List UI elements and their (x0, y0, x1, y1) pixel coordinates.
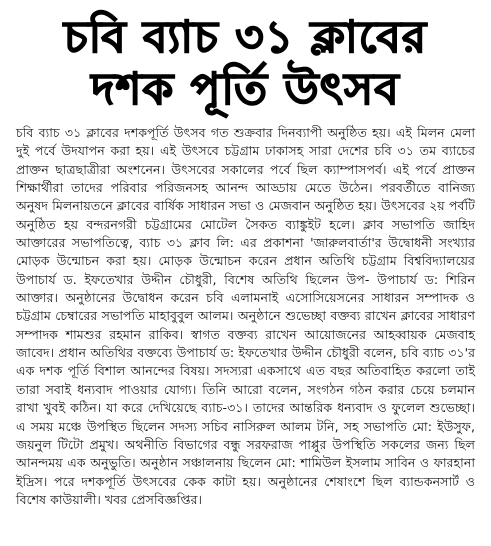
article-body: চবি ব্যাচ ৩১ ক্লাবের দশকপূর্তি উৎসব গত শুক্রবার দিনব্যাপী অনুষ্ঠিত হয়। এই মিলন মেলা দুই পর্বে উদযাপন করা হয়। এই উৎসবে চট্টগ্রাম ঢাকাসহ সারা দেশের চবি ৩১ তম ব্যাচের প্রাক্তন ছাত্রছাত্রীরা অংশনেন। উৎসবের সকালের পর্বে ছিল ক্যাম্পাসপর্ব। এই পর্বে প্রাক্তন শিক্ষার্থীরা তাদের পরিবার পরিজনসহ আনন্দ আড্ডায় মেতে উঠেন। পরবর্তীতে বানিজ্য অনুষদ মিলনায়তনে ক্লাবের বার্ষিক সাধারন সভা ও মেজবান অনুষ্ঠিত হয়। উৎসবের ২য় পর্বটি অনুষ্ঠিত হয় বন্দরনগরী চট্টগ্রামের মোটেল সৈকত ব্যাঙ্কুইট হলে। ক্লাব সভাপতি জাহিদ আক্তারের সভাপতিত্বে, ব্যাচ ৩১ ক্লাব লি: এর প্রকাশনা 'জারুলবার্তা'র উদ্বোধনী সংখ্যার মোড়ক উন্মোচন করা হয়। মোড়ক উন্মোচন করেন প্রধান অতিথি চট্টগ্রাম বিশ্ববিদ্যালয়ের উপাচার্য ড. ইফতেখার উদ্দীন চৌধুরী, বিশেষ অতিথি ছিলেন উপ- উপাচার্য ড: শিরিন আক্তার। অনুষ্ঠানের উদ্বোধন করেন চবি এলামনাই এসোসিয়েসনের সাধারন সম্পাদক ও চট্টগ্রাম চেম্বারের সভাপতি মাহাবুবুল আলম। অনুষ্ঠানে শুভেচ্ছা বক্তব্য রাখেন ক্লাবের সাধারণ সম্পাদক শামশুর রহমান রাকিব। স্বাগত বক্তব্য রাখেন আয়োজনের আহব্বায়ক মেজবাহ জাবেদ। প্রধান অতিথির বক্তব্যে উপাচার্য ড: ইফতেখার উদ্দীন চৌধুরী বলেন, চবি ব্যাচ ৩১'র এক দশক পূর্তি বিশাল আনন্দের বিষয়। সদস্যরা একসাথে এত বছর অতিবাহিত করলো তাই তারা সবাই ধন্যবাদ পাওয়ার যোগ্য। তিনি আরো বলেন, সংগঠন গঠন করার চেয়ে চলমান রাখা খুবই কঠিন। যা করে দেখিয়েছে ব্যাচ-৩১। তাদের আন্তরিক ধন্যবাদ ও ফুলেল শুভেচ্ছা। এ সময় মঞ্চে উপস্থিত ছিলেন সদস্য সচিব নাসিরুল আলম টনি, সহ সভাপতি মো: ইউসুফ, জয়নুল টিটো প্রমুখ। অথনীতি বিভাগের বন্ধু সরফরাজ পাপ্পুর উপস্থিতি সকলের জন্য ছিল আনন্দময় এক অনুভুতি। অনুষ্ঠান সঞ্চালনায় ছিলেন মো: শামিউল ইসলাম সাবিন ও ফারহানা ইদ্রিস। পরে দশকপূর্তি উৎসবের কেক কাটা হয়। অনুষ্ঠানের শেষাংশে ছিল ব্যান্ডকনসার্ট ও বিশেষ কাউয়ালী। খবর প্রেসবিজ্ঞপ্তির। (16, 125, 475, 507)
headline (16, 12, 475, 116)
headline-line-2: দশক পূর্তি উৎসব (91, 64, 400, 115)
headline-line-1: চবি ব্যাচ ৩১ ক্লাবের (63, 12, 428, 63)
